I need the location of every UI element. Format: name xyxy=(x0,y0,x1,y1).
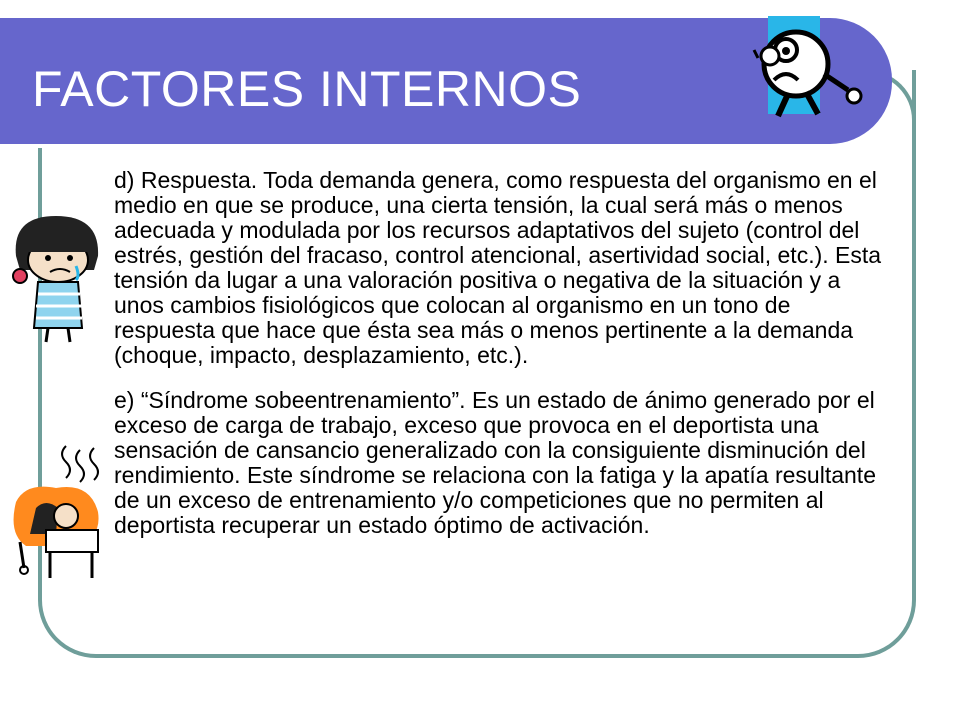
title-underline xyxy=(0,144,848,148)
slide-title: FACTORES INTERNOS xyxy=(32,61,582,117)
slide-body xyxy=(114,168,894,558)
worried-character-icon xyxy=(752,14,864,120)
paragraph-sindrome: e) “Síndrome sobeentrenamiento”. Es un estado de ánimo generado por el exceso de carga de trabajo, exceso que provoca en el deportista una sensación de cansancio generalizado con la consiguiente disminución del rendimiento. Este síndrome se relaciona con la fatiga y la apatía resultante de un exceso de entrenamiento y/o competiciones que no permiten al deportista recuperar un estado óptimo de activación. xyxy=(114,387,876,538)
paragraph-respuesta: d) Respuesta. Toda demanda genera, como respuesta del organismo en el medio en que se produce, una cierta tensión, la cual será más o menos adecuada y modulada por los recursos adaptativos del sujeto (control del estrés, gestión del fracaso, control atencional, asertividad social, etc.). Esta tensión da lugar a una valoración positiva o negativa de la situación y a unos cambios fisiológicos que colocan al organismo en un tono de respuesta que hace que ésta sea más o menos pertinente a la demanda (choque, impacto, desplazamiento, etc.). xyxy=(114,167,882,368)
exhausted-person-icon xyxy=(6,442,106,582)
crying-girl-icon xyxy=(8,210,104,344)
